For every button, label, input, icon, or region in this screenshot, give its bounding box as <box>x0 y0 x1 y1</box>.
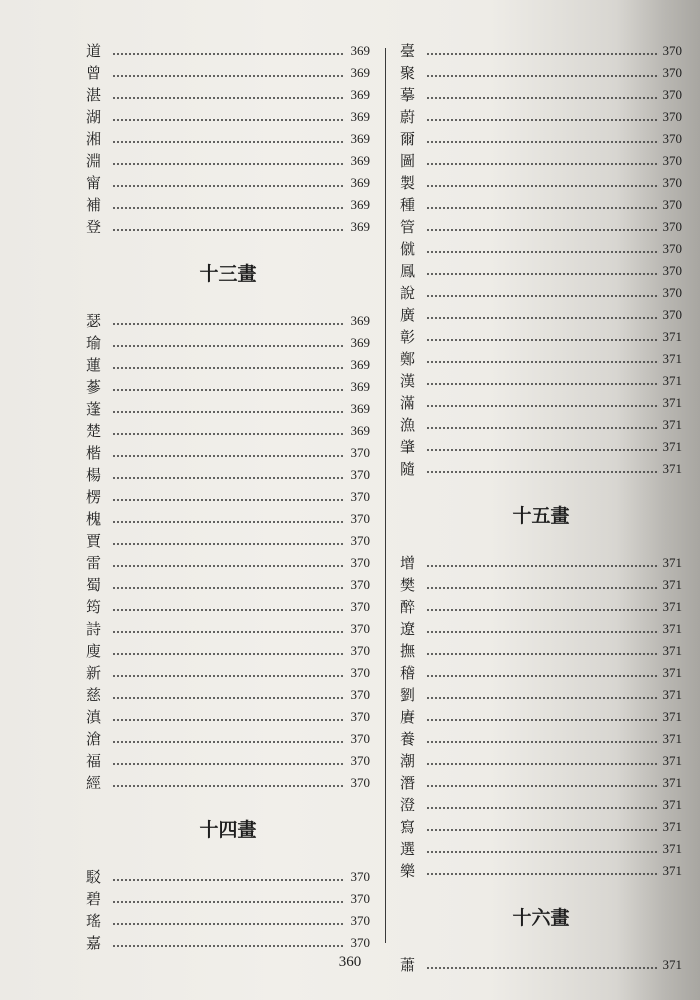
dot-leader <box>426 163 657 165</box>
entry-page-number: 370 <box>662 153 682 168</box>
entry-page-number: 370 <box>350 775 370 790</box>
dot-leader <box>426 75 657 77</box>
entry-page-number: 370 <box>662 241 682 256</box>
section-heading-14-strokes: 十四畫 <box>199 819 257 841</box>
entry-page-number: 370 <box>662 307 682 322</box>
dot-leader <box>112 587 345 589</box>
index-entry <box>86 172 370 194</box>
entry-term: 摹 <box>400 86 416 104</box>
entry-term: 醉 <box>400 598 416 616</box>
entry-page-number: 371 <box>662 797 682 812</box>
index-entry <box>86 684 370 706</box>
entry-group-13-strokes <box>86 310 370 794</box>
entry-term: 蓮 <box>86 356 102 374</box>
entry-term: 湘 <box>86 130 102 148</box>
index-entry <box>400 150 682 172</box>
index-entry <box>400 662 682 684</box>
entry-term: 碧 <box>86 890 102 908</box>
dot-leader <box>112 389 345 391</box>
index-entry <box>400 304 682 326</box>
entry-term: 隨 <box>400 460 416 478</box>
index-entry <box>86 552 370 574</box>
dot-leader <box>426 449 657 451</box>
entry-term: 彰 <box>400 328 416 346</box>
entry-page-number: 370 <box>350 891 370 906</box>
index-entry <box>86 40 370 62</box>
entry-page-number: 369 <box>350 65 370 80</box>
entry-term: 雷 <box>86 554 102 572</box>
dot-leader <box>112 763 345 765</box>
index-entry <box>86 640 370 662</box>
section-heading-13-strokes: 十三畫 <box>199 263 257 285</box>
entry-term: 選 <box>400 840 416 858</box>
dot-leader <box>112 785 345 787</box>
index-entry <box>86 662 370 684</box>
dot-leader <box>112 499 345 501</box>
section-heading-16-strokes: 十六畫 <box>512 907 570 929</box>
index-entry <box>86 508 370 530</box>
dot-leader <box>426 295 657 297</box>
entry-page-number: 369 <box>350 153 370 168</box>
entry-page-number: 371 <box>662 417 682 432</box>
entry-page-number: 369 <box>350 401 370 416</box>
entry-page-number: 370 <box>350 731 370 746</box>
dot-leader <box>112 141 345 143</box>
entry-group-15-strokes <box>400 552 682 882</box>
entry-term: 寫 <box>400 818 416 836</box>
entry-page-number: 371 <box>662 555 682 570</box>
entry-page-number: 369 <box>350 175 370 190</box>
index-entry <box>400 640 682 662</box>
entry-page-number: 370 <box>662 263 682 278</box>
entry-page-number: 370 <box>350 621 370 636</box>
index-entry <box>86 932 370 954</box>
entry-term: 甯 <box>86 174 102 192</box>
entry-page-number: 371 <box>662 329 682 344</box>
entry-page-number: 370 <box>350 467 370 482</box>
entry-term: 駁 <box>86 868 102 886</box>
dot-leader <box>112 53 345 55</box>
dot-leader <box>426 631 657 633</box>
entry-page-number: 369 <box>350 109 370 124</box>
index-entry <box>86 750 370 772</box>
index-entry <box>400 458 682 480</box>
index-entry <box>400 414 682 436</box>
index-entry <box>400 816 682 838</box>
dot-leader <box>426 873 657 875</box>
entry-term: 樊 <box>400 576 416 594</box>
index-entry <box>400 706 682 728</box>
dot-leader <box>426 587 657 589</box>
entry-page-number: 371 <box>662 753 682 768</box>
dot-leader <box>426 339 657 341</box>
entry-page-number: 370 <box>350 599 370 614</box>
entry-term: 管 <box>400 218 416 236</box>
index-column-left <box>86 40 370 954</box>
entry-term: 賡 <box>400 708 416 726</box>
entry-page-number: 370 <box>350 555 370 570</box>
entry-term: 淵 <box>86 152 102 170</box>
entry-term: 廣 <box>400 306 416 324</box>
entry-term: 經 <box>86 774 102 792</box>
entry-term: 說 <box>400 284 416 302</box>
dot-leader <box>112 543 345 545</box>
index-entry <box>400 194 682 216</box>
index-entry <box>86 618 370 640</box>
entry-term: 圖 <box>400 152 416 170</box>
entry-term: 增 <box>400 554 416 572</box>
entry-term: 瑜 <box>86 334 102 352</box>
dot-leader <box>112 477 345 479</box>
entry-term: 瑤 <box>86 912 102 930</box>
index-entry <box>400 238 682 260</box>
entry-term: 撫 <box>400 642 416 660</box>
entry-page-number: 371 <box>662 577 682 592</box>
dot-leader <box>426 609 657 611</box>
entry-term: 蜀 <box>86 576 102 594</box>
entry-term: 楚 <box>86 422 102 440</box>
entry-term: 潮 <box>400 752 416 770</box>
entry-page-number: 371 <box>662 621 682 636</box>
entry-page-number: 370 <box>350 577 370 592</box>
entry-page-number: 371 <box>662 395 682 410</box>
dot-leader <box>426 317 657 319</box>
entry-page-number: 369 <box>350 357 370 372</box>
dot-leader <box>112 697 345 699</box>
entry-page-number: 370 <box>350 935 370 950</box>
dot-leader <box>426 361 657 363</box>
entry-page-number: 369 <box>350 87 370 102</box>
entry-page-number: 371 <box>662 599 682 614</box>
entry-page-number: 370 <box>350 533 370 548</box>
index-entry <box>400 216 682 238</box>
dot-leader <box>112 97 345 99</box>
entry-term: 瑟 <box>86 312 102 330</box>
dot-leader <box>112 345 345 347</box>
dot-leader <box>112 675 345 677</box>
dot-leader <box>426 471 657 473</box>
dot-leader <box>112 455 345 457</box>
index-entry <box>86 442 370 464</box>
dot-leader <box>426 719 657 721</box>
index-entry <box>86 376 370 398</box>
entry-page-number: 371 <box>662 687 682 702</box>
entry-term: 滄 <box>86 730 102 748</box>
entry-group-14-strokes-cont <box>400 40 682 480</box>
dot-leader <box>426 741 657 743</box>
dot-leader <box>426 653 657 655</box>
dot-leader <box>112 923 345 925</box>
entry-page-number: 371 <box>662 819 682 834</box>
dot-leader <box>426 427 657 429</box>
entry-page-number: 369 <box>350 197 370 212</box>
entry-page-number: 370 <box>662 197 682 212</box>
entry-term: 楊 <box>86 466 102 484</box>
dot-leader <box>426 785 657 787</box>
dot-leader <box>112 565 345 567</box>
entry-term: 潛 <box>400 774 416 792</box>
entry-term: 湖 <box>86 108 102 126</box>
dot-leader <box>426 53 657 55</box>
entry-term: 臺 <box>400 42 416 60</box>
entry-term: 滇 <box>86 708 102 726</box>
index-entry <box>86 420 370 442</box>
dot-leader <box>112 75 345 77</box>
entry-term: 蕭 <box>400 956 416 974</box>
entry-page-number: 370 <box>350 665 370 680</box>
entry-page-number: 371 <box>662 665 682 680</box>
entry-term: 蔘 <box>86 378 102 396</box>
index-entry <box>86 728 370 750</box>
index-entry <box>400 84 682 106</box>
dot-leader <box>112 653 345 655</box>
entry-page-number: 370 <box>350 869 370 884</box>
index-entry <box>86 332 370 354</box>
index-entry <box>86 398 370 420</box>
dot-leader <box>112 433 345 435</box>
entry-term: 楷 <box>86 444 102 462</box>
dot-leader <box>426 273 657 275</box>
index-entry <box>86 62 370 84</box>
dot-leader <box>426 229 657 231</box>
entry-page-number: 370 <box>350 913 370 928</box>
entry-term: 嘉 <box>86 934 102 952</box>
index-entry <box>86 128 370 150</box>
dot-leader <box>112 945 345 947</box>
entry-term: 鳳 <box>400 262 416 280</box>
dot-leader <box>112 119 345 121</box>
entry-term: 補 <box>86 196 102 214</box>
entry-term: 賈 <box>86 532 102 550</box>
entry-term: 蔚 <box>400 108 416 126</box>
entry-page-number: 370 <box>350 643 370 658</box>
index-entry <box>86 530 370 552</box>
entry-page-number: 369 <box>350 335 370 350</box>
index-entry <box>86 486 370 508</box>
index-entry <box>400 260 682 282</box>
dot-leader <box>112 879 345 881</box>
entry-page-number: 369 <box>350 423 370 438</box>
dot-leader <box>112 609 345 611</box>
index-entry <box>86 354 370 376</box>
entry-page-number: 371 <box>662 841 682 856</box>
dot-leader <box>426 807 657 809</box>
entry-page-number: 370 <box>662 131 682 146</box>
index-entry <box>86 866 370 888</box>
index-entry <box>400 860 682 882</box>
dot-leader <box>426 763 657 765</box>
index-entry <box>400 106 682 128</box>
entry-term: 湛 <box>86 86 102 104</box>
dot-leader <box>426 405 657 407</box>
index-entry <box>86 772 370 794</box>
entry-term: 槐 <box>86 510 102 528</box>
dot-leader <box>426 185 657 187</box>
entry-term: 道 <box>86 42 102 60</box>
dot-leader <box>112 741 345 743</box>
entry-term: 聚 <box>400 64 416 82</box>
index-entry <box>400 750 682 772</box>
entry-term: 蓬 <box>86 400 102 418</box>
dot-leader <box>112 411 345 413</box>
index-entry <box>86 310 370 332</box>
entry-page-number: 370 <box>662 219 682 234</box>
entry-term: 製 <box>400 174 416 192</box>
dot-leader <box>426 207 657 209</box>
index-entry <box>400 552 682 574</box>
entry-page-number: 370 <box>350 753 370 768</box>
entry-term: 爾 <box>400 130 416 148</box>
entry-term: 稽 <box>400 664 416 682</box>
dot-leader <box>426 97 657 99</box>
index-entry <box>400 838 682 860</box>
index-entry <box>400 596 682 618</box>
dot-leader <box>426 675 657 677</box>
entry-group-top <box>86 40 370 238</box>
entry-page-number: 370 <box>350 687 370 702</box>
dot-leader <box>112 323 345 325</box>
index-entry <box>86 194 370 216</box>
dot-leader <box>112 229 345 231</box>
entry-page-number: 370 <box>662 285 682 300</box>
dot-leader <box>112 207 345 209</box>
entry-page-number: 371 <box>662 439 682 454</box>
index-entry <box>400 172 682 194</box>
index-entry <box>400 684 682 706</box>
dot-leader <box>112 521 345 523</box>
dot-leader <box>426 119 657 121</box>
index-entry <box>86 106 370 128</box>
index-entry <box>86 888 370 910</box>
entry-term: 楞 <box>86 488 102 506</box>
index-entry <box>400 436 682 458</box>
entry-term: 慈 <box>86 686 102 704</box>
page-number: 360 <box>338 954 362 970</box>
dot-leader <box>112 163 345 165</box>
entry-term: 漁 <box>400 416 416 434</box>
dot-leader <box>112 901 345 903</box>
entry-term: 新 <box>86 664 102 682</box>
dot-leader <box>426 829 657 831</box>
entry-term: 登 <box>86 218 102 236</box>
entry-term: 肇 <box>400 438 416 456</box>
entry-page-number: 370 <box>350 489 370 504</box>
dot-leader <box>426 565 657 567</box>
entry-term: 漢 <box>400 372 416 390</box>
index-entry <box>86 84 370 106</box>
index-entry <box>400 728 682 750</box>
entry-term: 廋 <box>86 642 102 660</box>
entry-page-number: 371 <box>662 957 682 972</box>
entry-page-number: 369 <box>350 219 370 234</box>
entry-term: 養 <box>400 730 416 748</box>
column-divider <box>385 48 386 943</box>
entry-page-number: 370 <box>662 109 682 124</box>
entry-page-number: 371 <box>662 709 682 724</box>
entry-page-number: 370 <box>662 43 682 58</box>
index-entry <box>400 574 682 596</box>
index-entry <box>86 150 370 172</box>
entry-page-number: 370 <box>662 65 682 80</box>
index-entry <box>400 62 682 84</box>
entry-page-number: 371 <box>662 351 682 366</box>
dot-leader <box>112 185 345 187</box>
entry-page-number: 369 <box>350 131 370 146</box>
entry-term: 鄭 <box>400 350 416 368</box>
entry-term: 劉 <box>400 686 416 704</box>
entry-term: 澄 <box>400 796 416 814</box>
index-entry <box>86 706 370 728</box>
entry-page-number: 371 <box>662 461 682 476</box>
entry-page-number: 370 <box>350 709 370 724</box>
entry-page-number: 370 <box>662 175 682 190</box>
index-entry <box>86 464 370 486</box>
entry-page-number: 369 <box>350 43 370 58</box>
entry-page-number: 371 <box>662 775 682 790</box>
index-entry <box>400 618 682 640</box>
index-entry <box>400 370 682 392</box>
section-heading-15-strokes: 十五畫 <box>512 505 570 527</box>
entry-term: 滿 <box>400 394 416 412</box>
index-entry <box>86 574 370 596</box>
index-entry <box>400 348 682 370</box>
dot-leader <box>112 719 345 721</box>
entry-group-14-strokes <box>86 866 370 954</box>
dot-leader <box>426 851 657 853</box>
entry-page-number: 370 <box>662 87 682 102</box>
index-entry <box>86 910 370 932</box>
entry-term: 遼 <box>400 620 416 638</box>
entry-page-number: 369 <box>350 379 370 394</box>
index-entry <box>400 282 682 304</box>
entry-page-number: 370 <box>350 445 370 460</box>
entry-term: 筠 <box>86 598 102 616</box>
index-entry <box>400 794 682 816</box>
dot-leader <box>426 141 657 143</box>
entry-page-number: 371 <box>662 863 682 878</box>
dot-leader <box>112 367 345 369</box>
entry-term: 福 <box>86 752 102 770</box>
index-entry <box>400 772 682 794</box>
index-entry <box>400 392 682 414</box>
entry-page-number: 369 <box>350 313 370 328</box>
entry-page-number: 370 <box>350 511 370 526</box>
entry-term: 種 <box>400 196 416 214</box>
entry-page-number: 371 <box>662 373 682 388</box>
entry-term: 曾 <box>86 64 102 82</box>
index-entry <box>400 40 682 62</box>
dot-leader <box>426 251 657 253</box>
dot-leader <box>112 631 345 633</box>
entry-term: 樂 <box>400 862 416 880</box>
entry-page-number: 371 <box>662 643 682 658</box>
entry-page-number: 371 <box>662 731 682 746</box>
index-entry <box>400 128 682 150</box>
entry-term: 僦 <box>400 240 416 258</box>
dot-leader <box>426 383 657 385</box>
entry-term: 詩 <box>86 620 102 638</box>
dot-leader <box>426 697 657 699</box>
index-entry <box>86 216 370 238</box>
index-entry <box>86 596 370 618</box>
index-column-right <box>400 40 682 976</box>
index-entry <box>400 326 682 348</box>
